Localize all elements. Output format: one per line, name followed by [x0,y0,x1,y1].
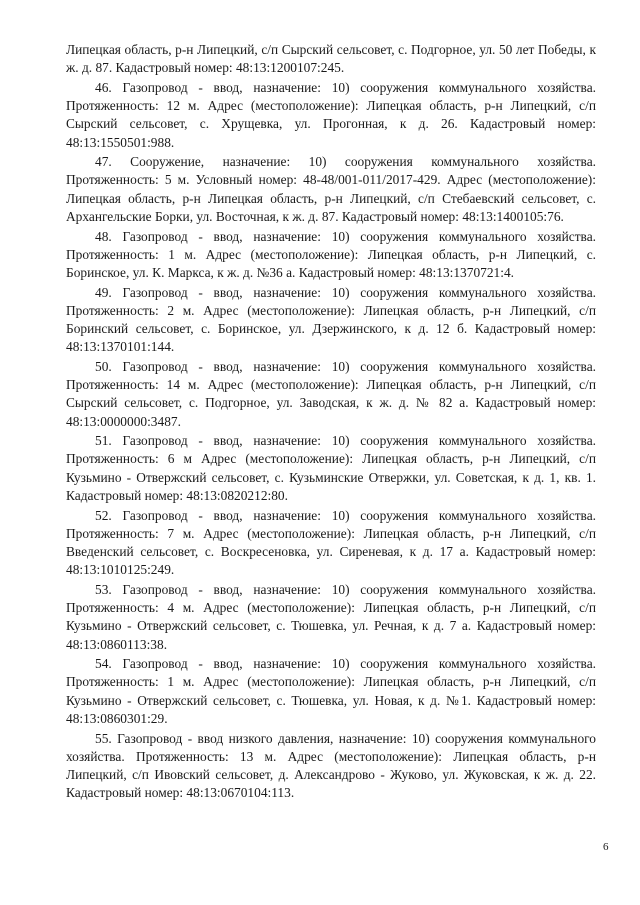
list-item-46: 46. Газопровод - ввод, назначение: 10) сооружения коммунального хозяйства. Протяженность: 12 м. Адрес (местоположение): Липецкая область, р-н Липецкий, с/п Сырский сельсовет, с. Хрущевка, ул. Прогонная, к д. 26. Кадастровый номер: 48:13:1550501:988. [66,79,596,150]
list-item-49: 49. Газопровод - ввод, назначение: 10) сооружения коммунального хозяйства. Протяженность: 2 м. Адрес (местоположение): Липецкая область, р-н Липецкий, с/п Боринский сельсовет, с. Боринское, ул. Дзержинского, к д. 12 б. Кадастровый номер: 48:13:1370101:144. [66,284,596,355]
list-item-48: 48. Газопровод - ввод, назначение: 10) сооружения коммунального хозяйства. Протяженность: 1 м. Адрес (местоположение): Липецкая область, р-н Липецкий, с. Боринское, ул. К. Маркса, к ж. д. №36 а. Кадастровый номер: 48:13:1370721:4. [66,228,596,280]
list-item-54: 54. Газопровод - ввод, назначение: 10) сооружения коммунального хозяйства. Протяженность: 1 м. Адрес (местоположение): Липецкая область, р-н Липецкий, с/п Кузьмино - Отвержский сельсовет, с. Тюшевка, ул. Новая, к д. №1. Кадастровый номер: 48:13:0860301:29. [66,656,596,726]
continuation-paragraph: Липецкая область, р-н Липецкий, с/п Сырский сельсовет, с. Подгорное, ул. 50 лет Победы, к ж. д. 87. Кадастровый номер: 48:13:1200107:245. [66,42,596,76]
list-item-52: 52. Газопровод - ввод, назначение: 10) сооружения коммунального хозяйства. Протяженность: 7 м. Адрес (местоположение): Липецкая область, р-н Липецкий, с/п Введенский сельсовет, с. Воскресеновка, ул. Сиреневая, к д. 17 а. Кадастровый номер: 48:13:1010125:249. [66,507,596,578]
list-item-47: 47. Сооружение, назначение: 10) сооружения коммунального хозяйства. Протяженность: 5 м. Условный номер: 48-48/001-011/2017-429. Адрес (местоположение): Липецкая область, р-н Липецкая область, р-н Липецкий, с/п Стебаевский сельсовет, с. Архангельские Борки, ул. Восточная, к ж. д. 87. Кадастровый номер: 48:13:1400105:76. [66,154,596,224]
list-item-51: 51. Газопровод - ввод, назначение: 10) сооружения коммунального хозяйства. Протяженность: 6 м Адрес (местоположение): Липецкая область, р-н Липецкий, с/п Кузьмино - Отвержский сельсовет, с. Кузьминские Отвержки, ул. Советская, к д. 1, кв. 1. Кадастровый номер: 48:13:0820212:80. [66,433,596,503]
page-number: 6 [603,841,609,853]
document-body [66,41,596,804]
list-item-50: 50. Газопровод - ввод, назначение: 10) сооружения коммунального хозяйства. Протяженность: 14 м. Адрес (местоположение): Липецкая область, р-н Липецкий, с/п Сырский сельсовет, с. Подгорное, ул. Заводская, к ж. д. № 82 а. Кадастровый номер: 48:13:0000000:3487. [66,358,596,429]
list-item-55: 55. Газопровод - ввод низкого давления, назначение: 10) сооружения коммунального хозяйства. Протяженность: 13 м. Адрес (местоположение): Липецкая область, р-н Липецкий, с/п Ивовский сельсовет, д. Александрово - Жуково, ул. Жуковская, к ж. д. 22. Кадастровый номер: 48:13:0670104:113. [66,730,596,801]
list-item-53: 53. Газопровод - ввод, назначение: 10) сооружения коммунального хозяйства. Протяженность: 4 м. Адрес (местоположение): Липецкая область, р-н Липецкий, с/п Кузьмино - Отвержский сельсовет, с. Тюшевка, ул. Речная, к д. 7 а. Кадастровый номер: 48:13:0860113:38. [66,581,596,652]
